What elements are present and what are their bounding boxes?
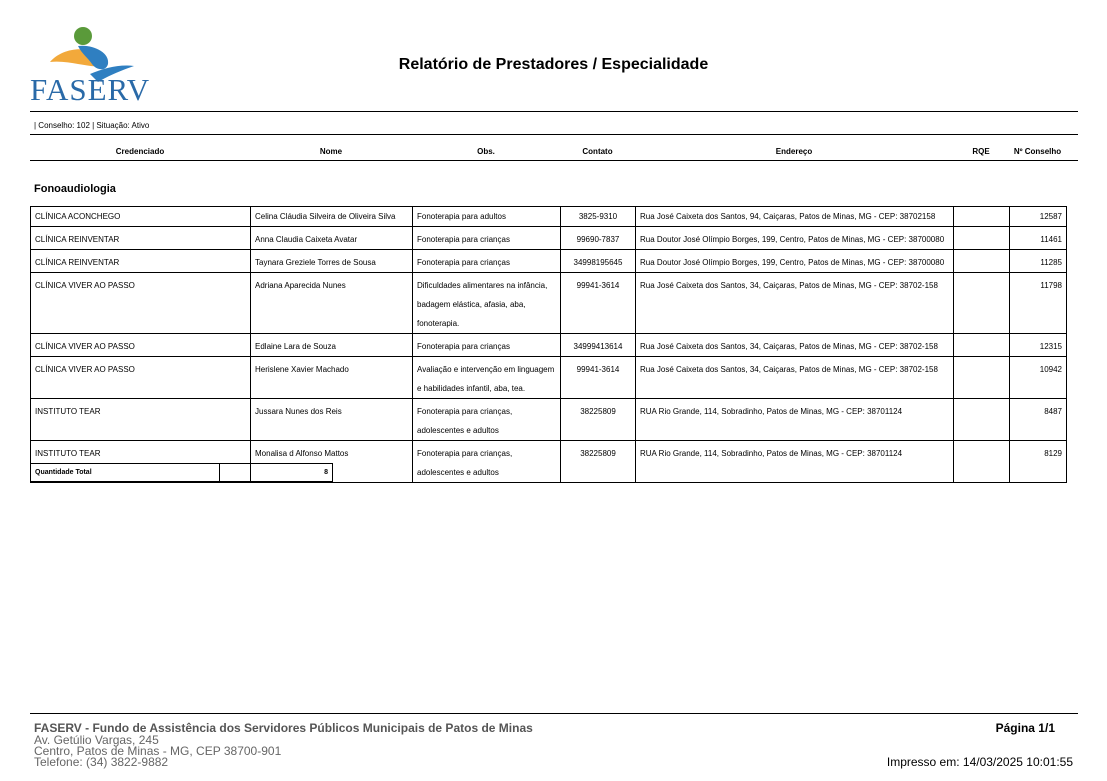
cell-rqe	[954, 399, 1010, 441]
footer-address-line2: Centro, Patos de Minas - MG, CEP 38700-901	[34, 744, 282, 758]
cell-contato: 99690-7837	[561, 227, 636, 250]
cell-contato: 38225809	[561, 399, 636, 441]
column-header-endereco: Endereço	[775, 147, 813, 156]
cell-conselho: 8487	[1010, 399, 1067, 441]
cell-conselho: 11798	[1010, 273, 1067, 334]
table-row	[31, 334, 1067, 357]
cell-endereco: Rua Doutor José Olímpio Borges, 199, Centro, Patos de Minas, MG - CEP: 38700080	[636, 227, 954, 250]
cell-contato: 34998195645	[561, 250, 636, 273]
cell-nome: Edlaine Lara de Souza	[251, 334, 413, 357]
cell-conselho: 11461	[1010, 227, 1067, 250]
cell-obs: Fonoterapia para crianças	[413, 250, 561, 273]
total-label: Quantidade Total	[31, 464, 220, 482]
cell-obs: Fonoterapia para crianças, adolescentes e adultos	[413, 441, 561, 483]
cell-endereco: Rua José Caixeta dos Santos, 34, Caiçaras, Patos de Minas, MG - CEP: 38702-158	[636, 357, 954, 399]
total-table	[30, 463, 333, 482]
cell-credenciado: CLÍNICA VIVER AO PASSO	[31, 357, 251, 399]
cell-rqe	[954, 207, 1010, 227]
total-value: 8	[220, 464, 333, 482]
cell-endereco: Rua José Caixeta dos Santos, 94, Caiçaras, Patos de Minas, MG - CEP: 38702158	[636, 207, 954, 227]
table-row	[31, 357, 1067, 399]
printed-timestamp: Impresso em: 14/03/2025 10:01:55	[886, 755, 1073, 769]
cell-credenciado: INSTITUTO TEAR	[31, 441, 251, 483]
cell-conselho: 11285	[1010, 250, 1067, 273]
footer-address-line1: Av. Getúlio Vargas, 245	[34, 733, 159, 747]
cell-rqe	[954, 334, 1010, 357]
cell-nome: Anna Claudia Caixeta Avatar	[251, 227, 413, 250]
table-row	[31, 273, 1067, 334]
table-row	[31, 207, 1067, 227]
column-header-contato: Contato	[582, 147, 613, 156]
cell-conselho: 10942	[1010, 357, 1067, 399]
cell-contato: 99941-3614	[561, 273, 636, 334]
cell-rqe	[954, 357, 1010, 399]
footer-phone: Telefone: (34) 3822-9882	[34, 755, 169, 769]
cell-credenciado: CLÍNICA VIVER AO PASSO	[31, 273, 251, 334]
cell-rqe	[954, 273, 1010, 334]
cell-rqe	[954, 441, 1010, 483]
filter-summary: | Conselho: 102 | Situação: Ativo	[34, 121, 150, 130]
page-number: Página 1/1	[995, 721, 1055, 735]
column-header-bottom-rule	[30, 160, 1078, 161]
table-row	[31, 227, 1067, 250]
cell-rqe	[954, 250, 1010, 273]
cell-contato: 34999413614	[561, 334, 636, 357]
cell-nome: Jussara Nunes dos Reis	[251, 399, 413, 441]
cell-credenciado: CLÍNICA VIVER AO PASSO	[31, 334, 251, 357]
page-title: Relatório de Prestadores / Especialidade	[398, 56, 709, 73]
cell-obs: Fonoterapia para crianças	[413, 227, 561, 250]
cell-nome: Celina Cláudia Silveira de Oliveira Silva	[251, 207, 413, 227]
header-divider	[30, 111, 1078, 112]
providers-table	[30, 206, 1067, 483]
cell-obs: Fonoterapia para crianças, adolescentes e adultos	[413, 399, 561, 441]
cell-conselho: 8129	[1010, 441, 1067, 483]
table-row	[31, 399, 1067, 441]
column-header-conselho: Nº Conselho	[1013, 147, 1062, 156]
logo-text: FASERV	[30, 72, 151, 107]
cell-nome: Adriana Aparecida Nunes	[251, 273, 413, 334]
footer-divider	[30, 713, 1078, 714]
cell-obs: Fonoterapia para adultos	[413, 207, 561, 227]
cell-credenciado: CLÍNICA REINVENTAR	[31, 250, 251, 273]
cell-endereco: Rua José Caixeta dos Santos, 34, Caiçaras, Patos de Minas, MG - CEP: 38702-158	[636, 334, 954, 357]
cell-obs: Fonoterapia para crianças	[413, 334, 561, 357]
column-header-top-rule	[30, 134, 1078, 135]
cell-endereco: Rua José Caixeta dos Santos, 34, Caiçaras, Patos de Minas, MG - CEP: 38702-158	[636, 273, 954, 334]
cell-nome: Taynara Greziele Torres de Sousa	[251, 250, 413, 273]
cell-rqe	[954, 227, 1010, 250]
cell-contato: 3825-9310	[561, 207, 636, 227]
cell-obs: Avaliação e intervenção em linguagem e habilidades infantil, aba, tea.	[413, 357, 561, 399]
section-title: Fonoaudiologia	[34, 183, 116, 195]
cell-credenciado: CLÍNICA REINVENTAR	[31, 227, 251, 250]
cell-endereco: RUA Rio Grande, 114, Sobradinho, Patos de Minas, MG - CEP: 38701124	[636, 399, 954, 441]
footer-organization: FASERV - Fundo de Assistência dos Servidores Públicos Municipais de Patos de Minas	[34, 721, 533, 735]
cell-endereco: Rua Doutor José Olímpio Borges, 199, Centro, Patos de Minas, MG - CEP: 38700080	[636, 250, 954, 273]
cell-obs: Dificuldades alimentares na infância, badagem elástica, afasia, aba, fonoterapia.	[413, 273, 561, 334]
column-header-rqe: RQE	[972, 147, 990, 156]
cell-contato: 38225809	[561, 441, 636, 483]
cell-nome: Herislene Xavier Machado	[251, 357, 413, 399]
cell-conselho: 12315	[1010, 334, 1067, 357]
cell-contato: 99941-3614	[561, 357, 636, 399]
column-header-credenciado: Credenciado	[115, 147, 165, 156]
column-header-nome: Nome	[319, 147, 343, 156]
cell-nome: Monalisa d Alfonso Mattos	[251, 441, 413, 483]
cell-endereco: RUA Rio Grande, 114, Sobradinho, Patos de Minas, MG - CEP: 38701124	[636, 441, 954, 483]
cell-credenciado: INSTITUTO TEAR	[31, 399, 251, 441]
table-row	[31, 250, 1067, 273]
column-header-obs: Obs.	[477, 147, 495, 156]
cell-conselho: 12587	[1010, 207, 1067, 227]
cell-credenciado: CLÍNICA ACONCHEGO	[31, 207, 251, 227]
